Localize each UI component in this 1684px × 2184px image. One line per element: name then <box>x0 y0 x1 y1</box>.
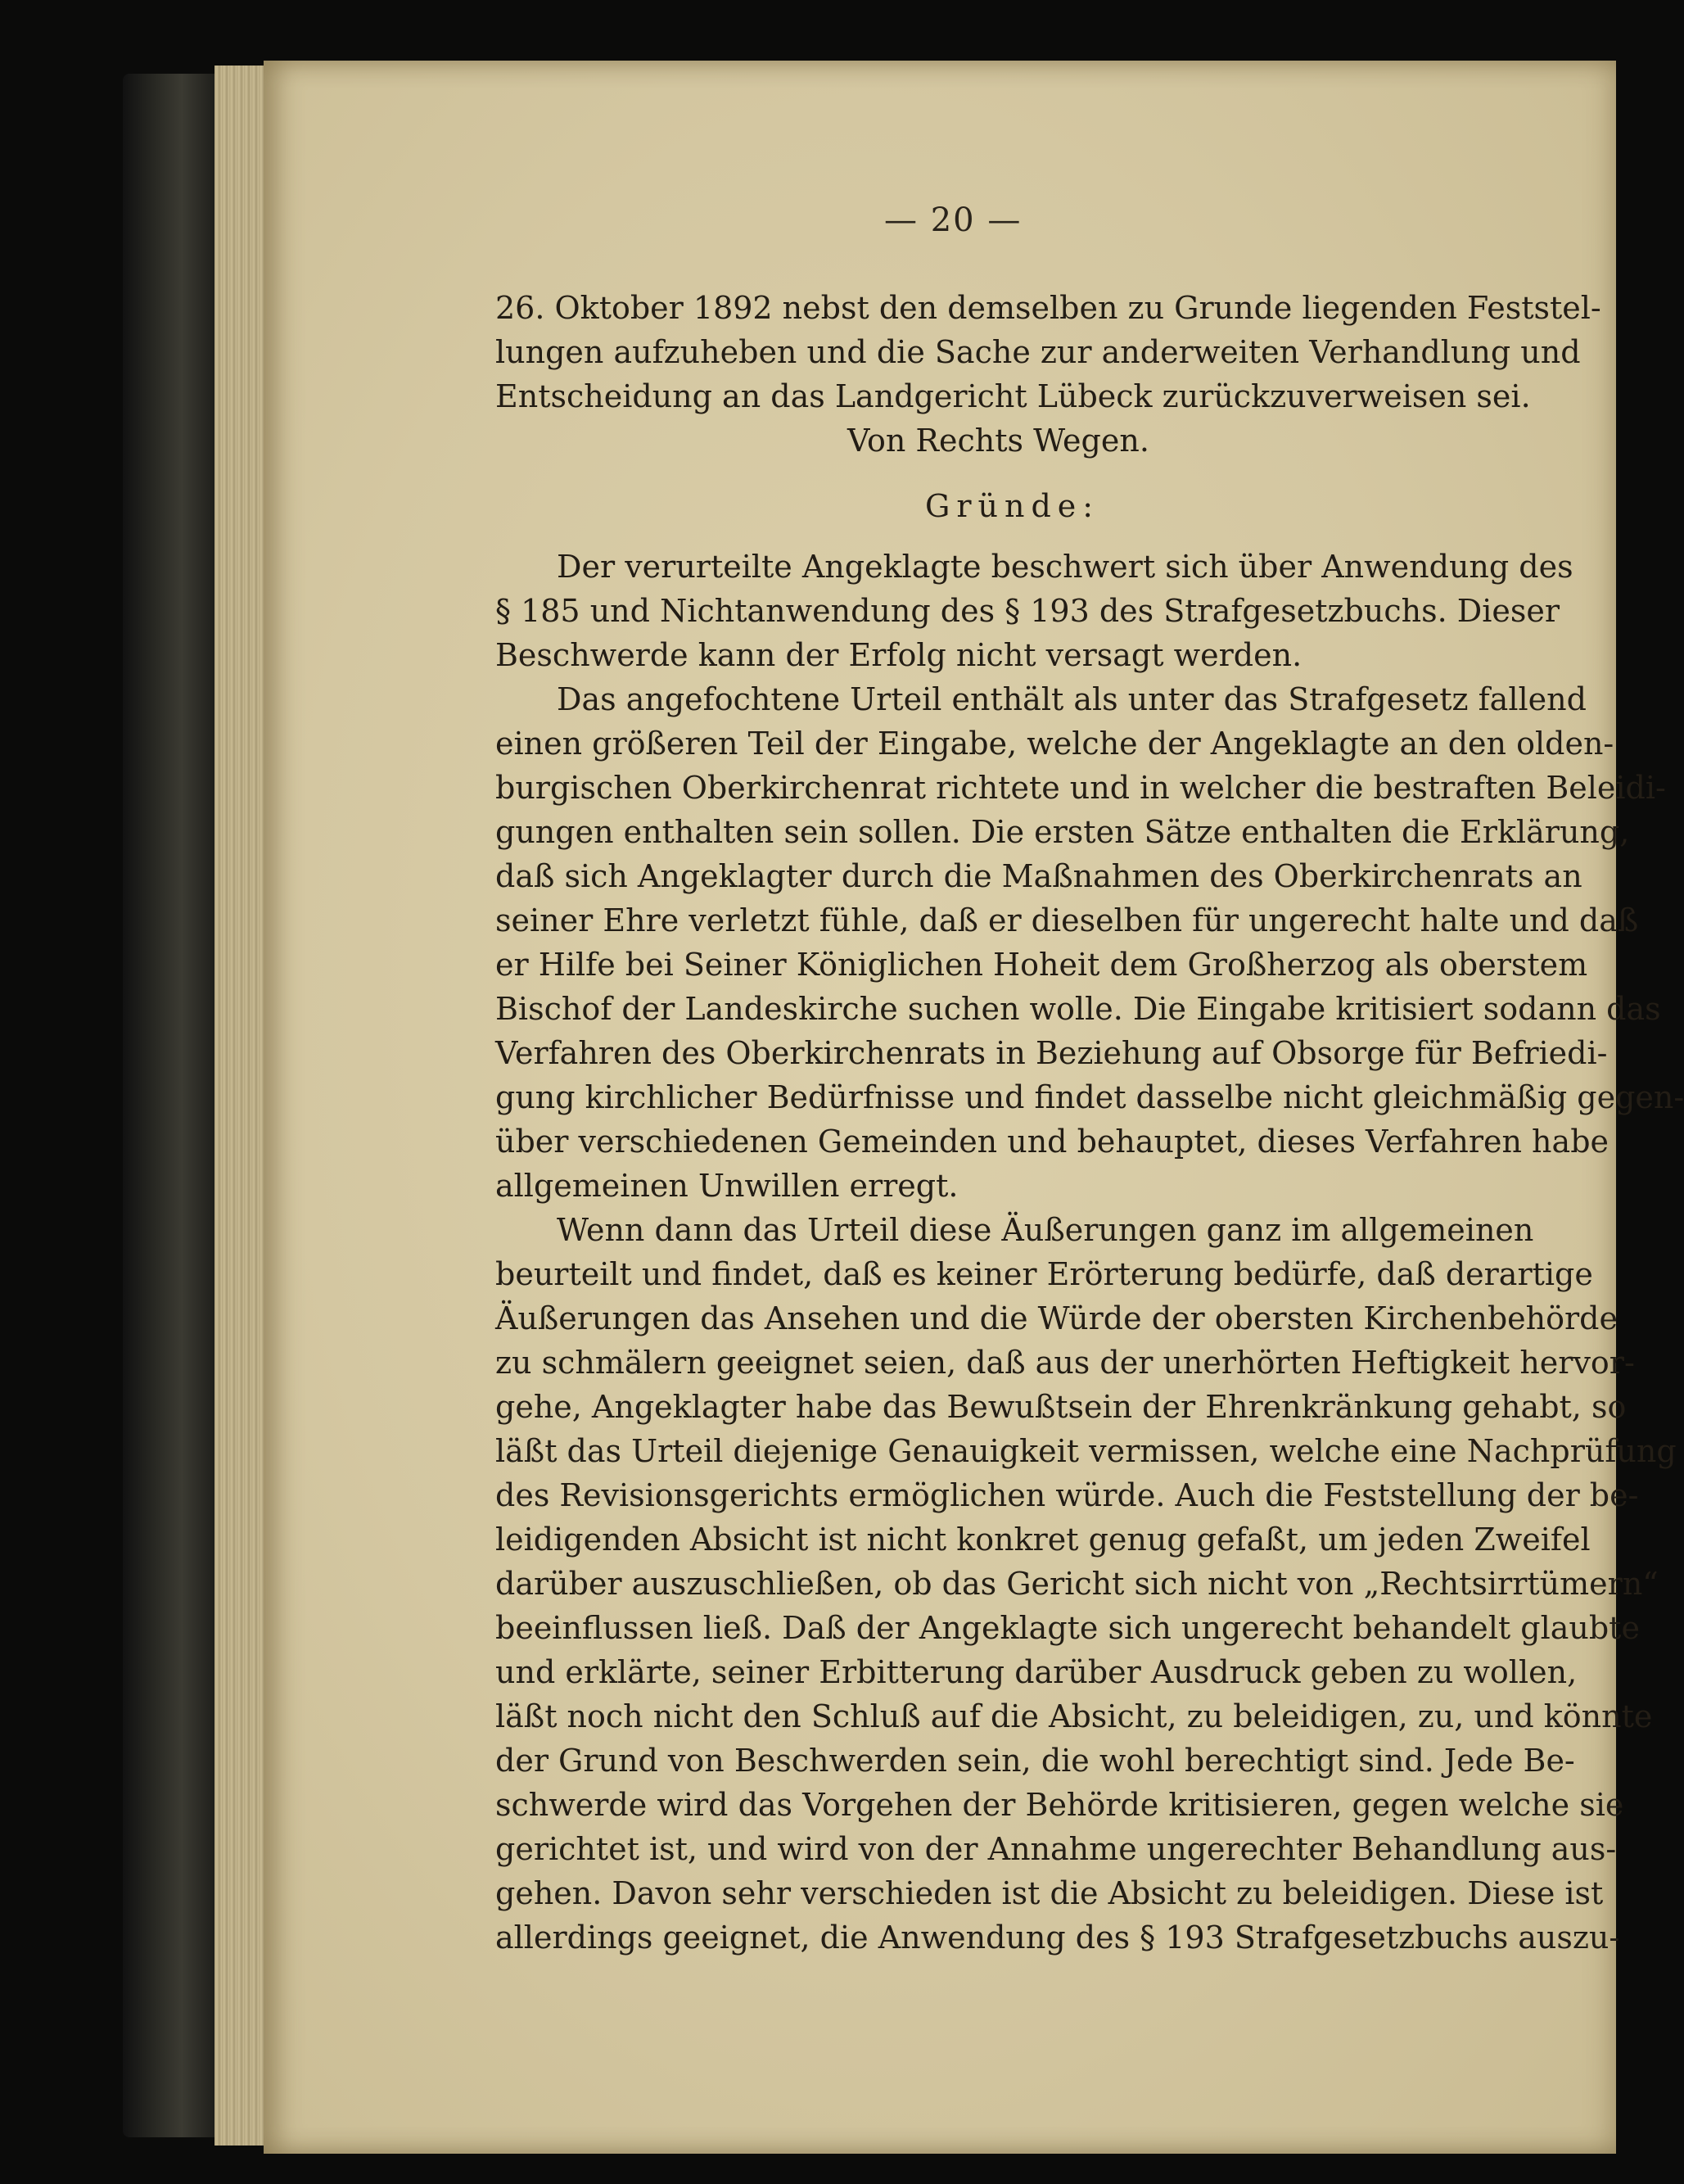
text-line: Das angefochtene Urteil enthält als unter das Strafgesetz fallend <box>557 681 1587 717</box>
text-line: lungen aufzuheben und die Sache zur anderweiten Verhandlung und <box>495 334 1581 370</box>
text-line: Bischof der Landeskirche suchen wolle. Die Eingabe kritisiert sodann das <box>495 991 1661 1027</box>
text-line: Wenn dann das Urteil diese Äußerungen ganz im allgemeinen <box>557 1212 1534 1248</box>
text-line: gehen. Davon sehr verschieden ist die Absicht zu beleidigen. Diese ist <box>495 1875 1604 1911</box>
text-line: Äußerungen das Ansehen und die Würde der obersten Kirchenbehörde <box>495 1300 1618 1336</box>
text-line: er Hilfe bei Seiner Königlichen Hoheit dem Großherzog als oberstem <box>495 947 1588 983</box>
text-line: Der verurteilte Angeklagte beschwert sich über Anwendung des <box>557 549 1573 585</box>
text-line: des Revisionsgerichts ermöglichen würde. Auch die Feststellung der be- <box>495 1477 1639 1513</box>
text-line: Beschwerde kann der Erfolg nicht versagt werden. <box>495 637 1303 673</box>
text-line: beurteilt und findet, daß es keiner Erörterung bedürfe, daß derartige <box>495 1256 1593 1292</box>
text-line: gungen enthalten sein sollen. Die ersten Sätze enthalten die Erklärung, <box>495 814 1630 850</box>
text-line: läßt das Urteil diejenige Genauigkeit vermissen, welche eine Nachprüfung <box>495 1433 1677 1469</box>
text-line: der Grund von Beschwerden sein, die wohl berechtigt sind. Jede Be- <box>495 1743 1575 1779</box>
text-line: und erklärte, seiner Erbitterung darüber Ausdruck geben zu wollen, <box>495 1654 1578 1690</box>
text-line: burgischen Oberkirchenrat richtete und in welcher die bestraften Beleidi- <box>495 770 1666 806</box>
text-line: darüber auszuschließen, ob das Gericht sich nicht von „Rechtsirrtümern“ <box>495 1566 1659 1602</box>
section-heading: Gründe: <box>925 488 1100 524</box>
page-number: — 20 — <box>884 201 1023 239</box>
text-line: über verschiedenen Gemeinden und behauptet, dieses Verfahren habe <box>495 1124 1610 1160</box>
text-line: seiner Ehre verletzt fühle, daß er dieselben für ungerecht halte und daß <box>495 902 1639 938</box>
text-line: allgemeinen Unwillen erregt. <box>495 1168 959 1204</box>
text-line: gung kirchlicher Bedürfnisse und findet dasselbe nicht gleichmäßig gegen- <box>495 1079 1684 1115</box>
text-line: beeinflussen ließ. Daß der Angeklagte sich ungerecht behandelt glaubte <box>495 1610 1640 1646</box>
text-line: Entscheidung an das Landgericht Lübeck zurückzuverweisen sei. <box>495 378 1531 414</box>
text-line: leidigenden Absicht ist nicht konkret genug gefaßt, um jeden Zweifel <box>495 1522 1591 1558</box>
text-line: gehe, Angeklagter habe das Bewußtsein der Ehrenkränkung gehabt, so <box>495 1389 1627 1425</box>
text-line: allerdings geeignet, die Anwendung des § 193 Strafgesetzbuchs auszu- <box>495 1919 1620 1956</box>
text-line: einen größeren Teil der Eingabe, welche der Angeklagte an den olden- <box>495 726 1614 762</box>
closing-formula: Von Rechts Wegen. <box>847 423 1149 459</box>
text-line: schwerde wird das Vorgehen der Behörde kritisieren, gegen welche sie <box>495 1787 1624 1823</box>
text-line: 26. Oktober 1892 nebst den demselben zu Grunde liegenden Feststel- <box>495 290 1601 326</box>
text-line: § 185 und Nichtanwendung des § 193 des Strafgesetzbuchs. Dieser <box>495 593 1560 629</box>
text-line: daß sich Angeklagter durch die Maßnahmen des Oberkirchenrats an <box>495 858 1582 894</box>
text-line: zu schmälern geeignet seien, daß aus der unerhörten Heftigkeit hervor- <box>495 1345 1635 1381</box>
text-line: Verfahren des Oberkirchenrats in Beziehung auf Obsorge für Befriedi- <box>495 1035 1608 1071</box>
text-line: läßt noch nicht den Schluß auf die Absicht, zu beleidigen, zu, und könnte <box>495 1698 1653 1734</box>
text-line: gerichtet ist, und wird von der Annahme ungerechter Behandlung aus- <box>495 1831 1617 1867</box>
